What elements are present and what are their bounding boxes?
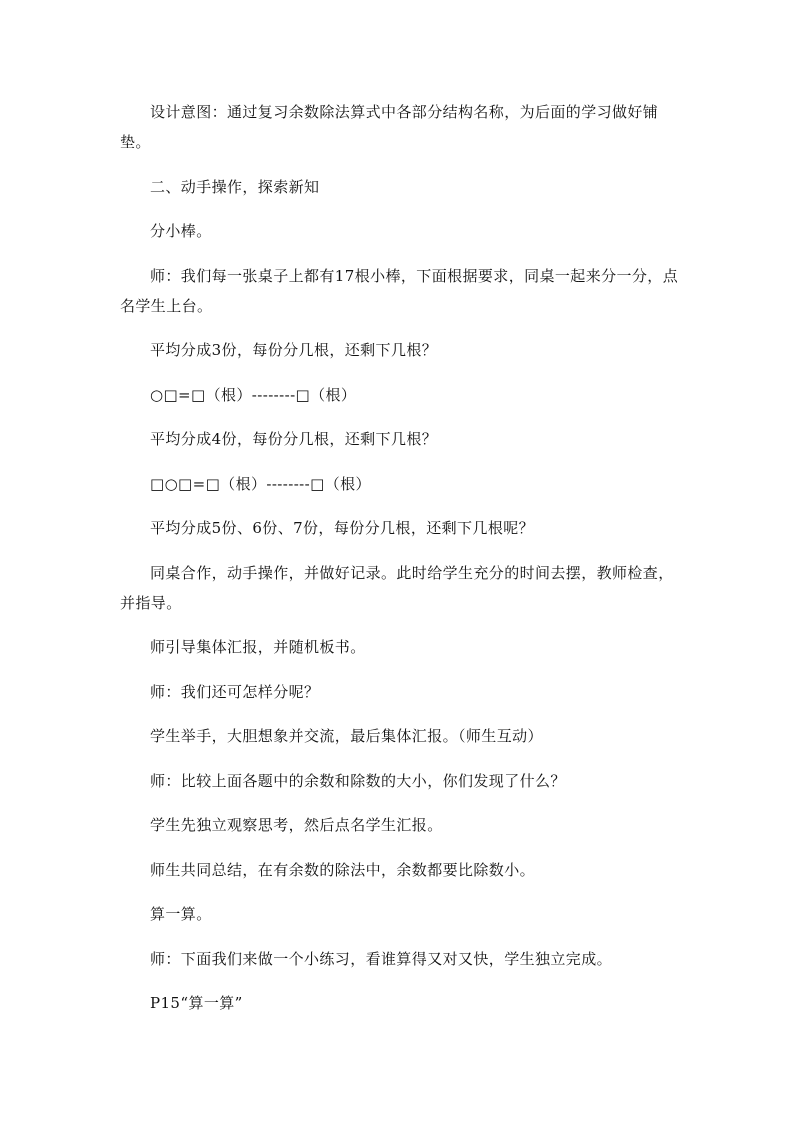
- paragraph-divide-4: 平均分成4份，每份分几根，还剩下几根？: [150, 430, 438, 448]
- paragraph-teacher-intro: 师：我们每一张桌子上都有17根小棒，下面根据要求，同桌一起来分一分，点名学生上台。: [120, 266, 679, 315]
- document-body: [120, 97, 680, 1033]
- paragraph-report: 师引导集体汇报，并随机板书。: [150, 638, 366, 656]
- section-heading: 二、动手操作，探索新知: [150, 177, 320, 196]
- paragraph-design-intent: 设计意图：通过复习余数除法算式中各部分结构名称，为后面的学习做好铺垫。: [120, 103, 659, 151]
- paragraph-observe: 学生先独立观察思考，然后点名学生汇报。: [150, 816, 443, 834]
- paragraph-compare: 师：比较上面各题中的余数和除数的大小，你们发现了什么？: [150, 771, 566, 790]
- paragraph-teacher-question: 师：我们还可怎样分呢？: [150, 682, 320, 701]
- paragraph-sticks: 分小棒。: [150, 222, 212, 240]
- paragraph-pair-work: 同桌合作，动手操作，并做好记录。此时给学生充分的时间去摆，教师检查，并指导。: [120, 563, 674, 612]
- paragraph-exercise: 师：下面我们来做一个小练习，看谁算得又对又快，学生独立完成。: [150, 949, 613, 968]
- paragraph-summary: 师生共同总结，在有余数的除法中，余数都要比除数小。: [150, 860, 536, 879]
- formula-divide-3: ○□=□（根）--------□（根）: [150, 385, 357, 404]
- paragraph-page-ref: P15“算一算”: [150, 994, 243, 1012]
- formula-divide-4: □○□=□（根）--------□（根）: [150, 474, 371, 493]
- paragraph-divide-5-6-7: 平均分成5份、6份、7份，每份分几根，还剩下几根呢？: [150, 519, 535, 537]
- paragraph-calculate: 算一算。: [150, 905, 212, 923]
- paragraph-divide-3: 平均分成3份，每份分几根，还剩下几根？: [150, 341, 438, 359]
- paragraph-students-share: 学生举手，大胆想象并交流，最后集体汇报。（师生互动）: [150, 727, 543, 745]
